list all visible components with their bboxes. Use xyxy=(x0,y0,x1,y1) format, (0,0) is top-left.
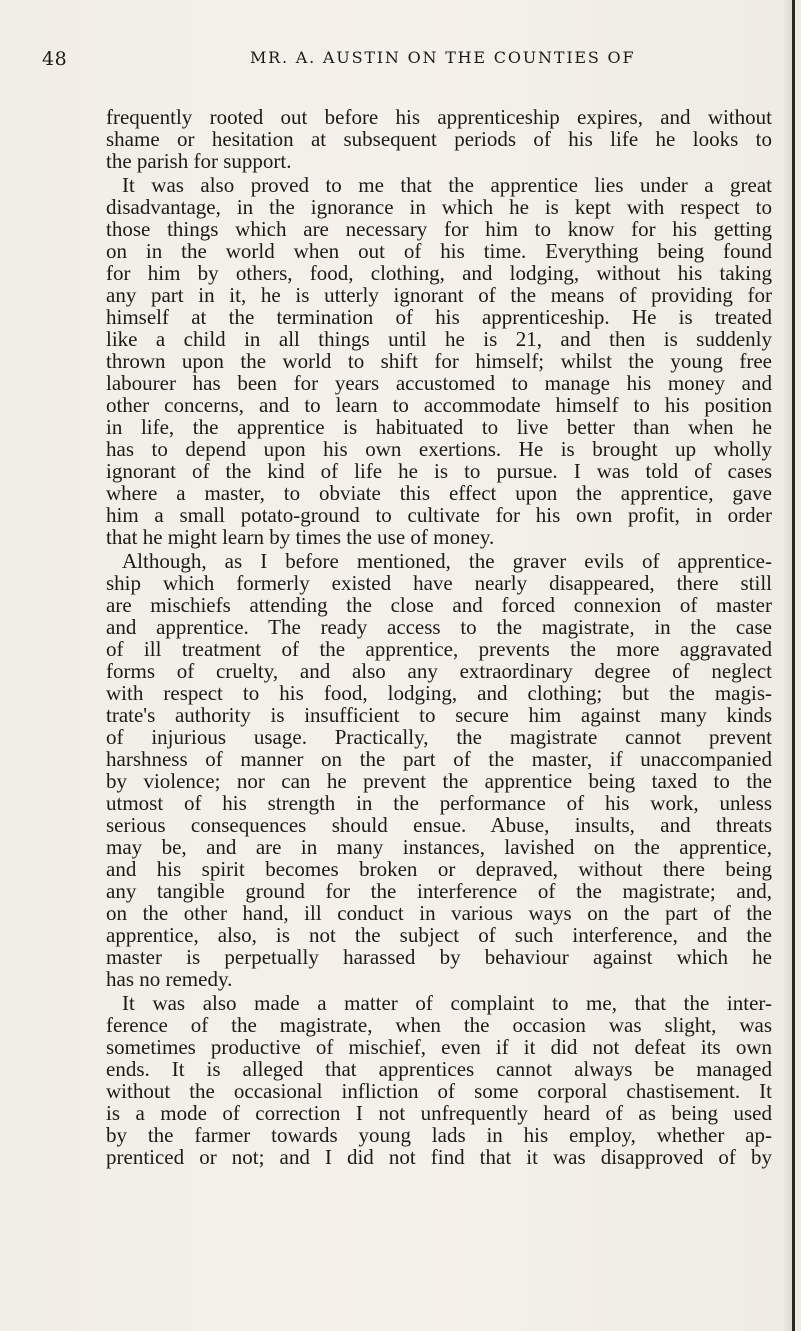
text-line: in life, the apprentice is habituated to live better than when he xyxy=(106,415,772,439)
text-line: like a child in all things until he is 21, and then is suddenly xyxy=(106,327,772,351)
text-line: for him by others, food, clothing, and lodging, without his taking xyxy=(106,261,772,285)
text-line: utmost of his strength in the performance of his work, unless xyxy=(106,791,772,815)
text-line: It was also made a matter of complaint to me, that the inter- xyxy=(122,991,772,1015)
text-line: harshness of manner on the part of the master, if unaccompanied xyxy=(106,747,772,771)
text-line: ship which formerly existed have nearly disappeared, there still xyxy=(106,571,772,595)
text-line: forms of cruelty, and also any extraordinary degree of neglect xyxy=(106,659,772,683)
text-line: any tangible ground for the interference of the magistrate; and, xyxy=(106,879,772,903)
text-line: master is perpetually harassed by behaviour against which he xyxy=(106,945,772,969)
text-line: any part in it, he is utterly ignorant of the means of providing for xyxy=(106,283,772,307)
text-line: ference of the magistrate, when the occasion was slight, was xyxy=(106,1013,772,1037)
text-line: on the other hand, ill conduct in various ways on the part of the xyxy=(106,901,772,925)
text-line: where a master, to obviate this effect upon the apprentice, gave xyxy=(106,481,772,505)
text-line: by violence; nor can he prevent the apprentice being taxed to the xyxy=(106,769,772,793)
text-line: by the farmer towards young lads in his employ, whether ap- xyxy=(106,1123,772,1147)
text-line: disadvantage, in the ignorance in which he is kept with respect to xyxy=(106,195,772,219)
text-line: is a mode of correction I not unfrequently heard of as being used xyxy=(106,1101,772,1125)
text-line: other concerns, and to learn to accommodate himself to his position xyxy=(106,393,772,417)
text-line: are mischiefs attending the close and forced connexion of master xyxy=(106,593,772,617)
text-line: ends. It is alleged that apprentices cannot always be managed xyxy=(106,1057,772,1081)
text-line: on in the world when out of his time. Everything being found xyxy=(106,239,772,263)
text-line: may be, and are in many instances, lavished on the apprentice, xyxy=(106,835,772,859)
text-line: serious consequences should ensue. Abuse, insults, and threats xyxy=(106,813,772,837)
text-line: has to depend upon his own exertions. He is brought up wholly xyxy=(106,437,772,461)
text-line: has no remedy. xyxy=(106,967,233,991)
text-line: him a small potato-ground to cultivate for his own profit, in order xyxy=(106,503,772,527)
text-line: with respect to his food, lodging, and clothing; but the magis- xyxy=(106,681,772,705)
text-line: Although, as I before mentioned, the graver evils of apprentice- xyxy=(122,549,772,573)
text-line: those things which are necessary for him to know for his getting xyxy=(106,217,772,241)
page-number: 48 xyxy=(42,48,68,70)
running-head: MR. A. AUSTIN ON THE COUNTIES OF xyxy=(250,48,636,67)
text-line: without the occasional infliction of some corporal chastisement. It xyxy=(106,1079,772,1103)
text-line: the parish for support. xyxy=(106,149,292,173)
text-line: apprentice, also, is not the subject of such interference, and the xyxy=(106,923,772,947)
text-line: It was also proved to me that the apprentice lies under a great xyxy=(122,173,772,197)
text-line: trate's authority is insufficient to secure him against many kinds xyxy=(106,703,772,727)
text-line: shame or hesitation at subsequent periods of his life he looks to xyxy=(106,127,772,151)
text-line: ignorant of the kind of life he is to pursue. I was told of cases xyxy=(106,459,772,483)
text-line: and apprentice. The ready access to the magistrate, in the case xyxy=(106,615,772,639)
text-line: frequently rooted out before his apprenticeship expires, and without xyxy=(106,105,772,129)
text-line: sometimes productive of mischief, even if it did not defeat its own xyxy=(106,1035,772,1059)
text-line: labourer has been for years accustomed to manage his money and xyxy=(106,371,772,395)
text-line: of ill treatment of the apprentice, prevents the more aggravated xyxy=(106,637,772,661)
text-line: and his spirit becomes broken or depraved, without there being xyxy=(106,857,772,881)
text-line: himself at the termination of his apprenticeship. He is treated xyxy=(106,305,772,329)
text-line: of injurious usage. Practically, the magistrate cannot prevent xyxy=(106,725,772,749)
text-line: thrown upon the world to shift for himself; whilst the young free xyxy=(106,349,772,373)
text-line: prenticed or not; and I did not find that it was disapproved of by xyxy=(106,1145,772,1169)
text-line: that he might learn by times the use of money. xyxy=(106,525,495,549)
